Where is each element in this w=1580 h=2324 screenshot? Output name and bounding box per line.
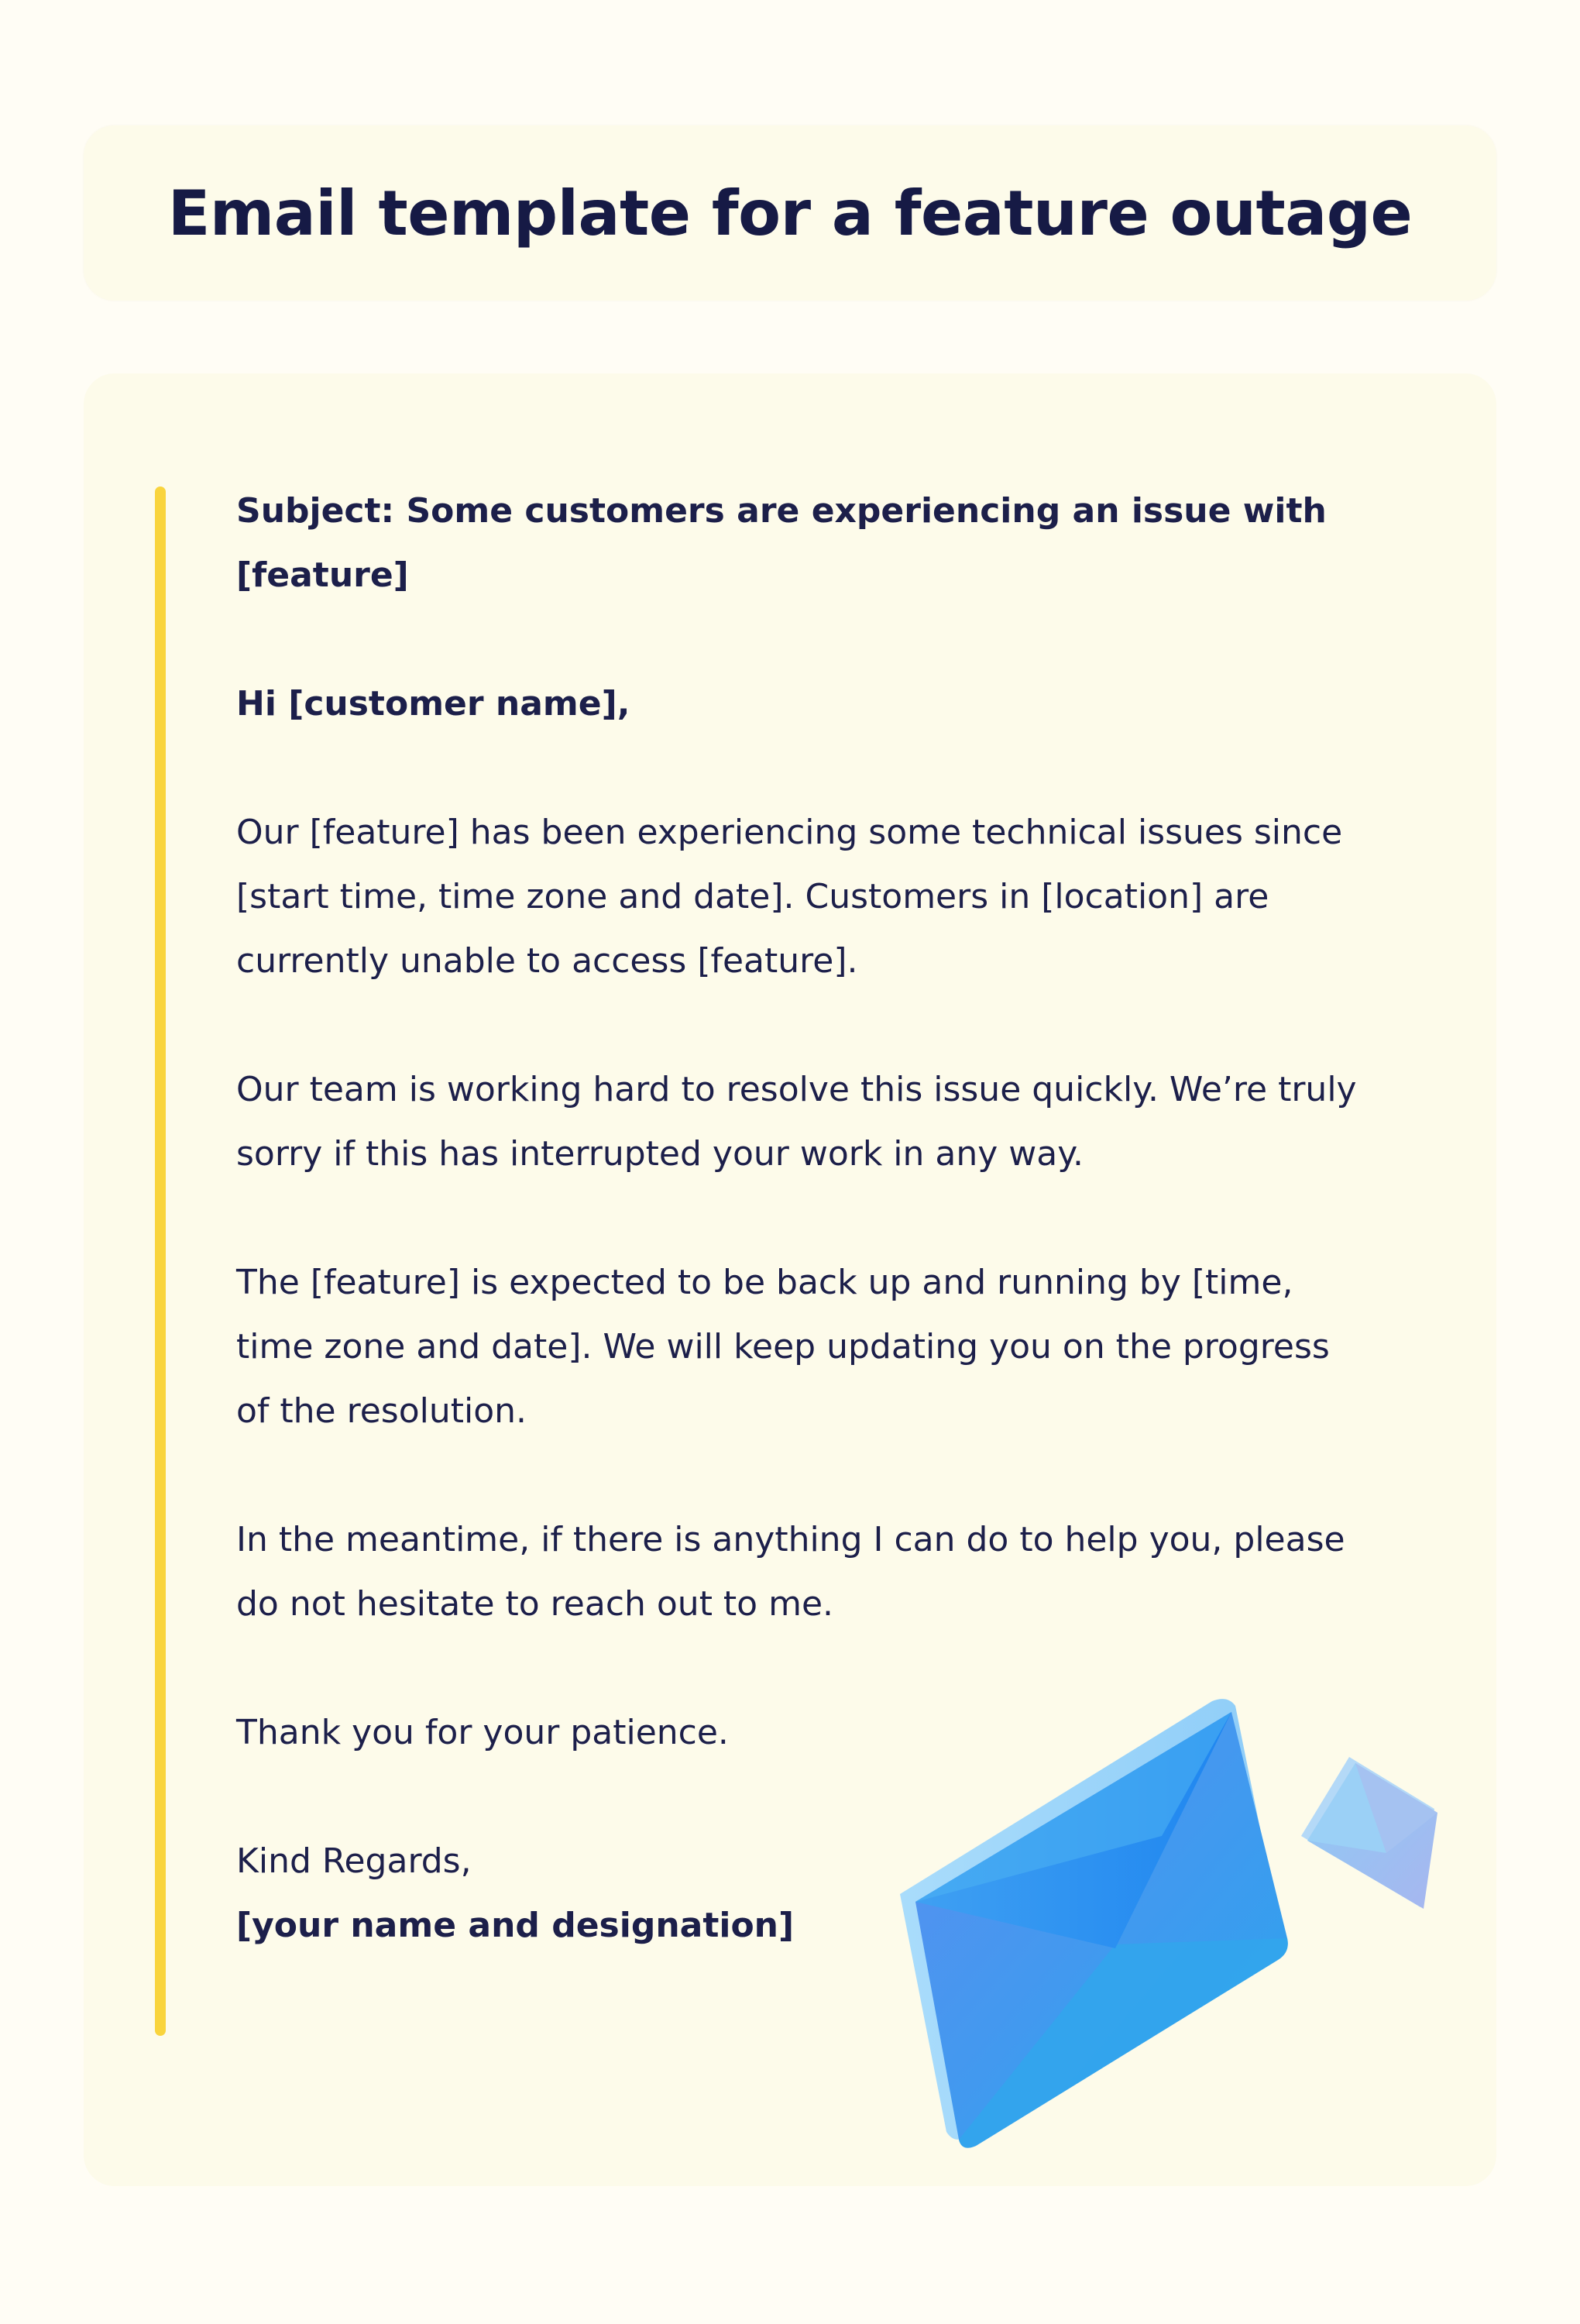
email-greeting: Hi [customer name], xyxy=(236,684,630,724)
envelope-large-icon xyxy=(900,1699,1288,2148)
email-paragraph-4: In the meantime, if there is anything I can do to help you, please do not hesitate to reach out to me. xyxy=(236,1520,1345,1624)
email-subject: Subject: Some customers are experiencing an issue with [feature] xyxy=(236,491,1327,595)
email-paragraph-3: The [feature] is expected to be back up and running by [time, time zone and date]. We will keep updating you on the progress of the resolution. xyxy=(236,1263,1330,1431)
email-paragraph-2: Our team is working hard to resolve this issue quickly. We’re truly sorry if this has interrupted your work in any way. xyxy=(236,1070,1357,1174)
email-sign-off: Kind Regards, xyxy=(236,1841,472,1881)
email-paragraph-5: Thank you for your patience. xyxy=(236,1713,729,1752)
accent-bar xyxy=(155,486,166,2036)
envelope-small-icon xyxy=(1301,1757,1437,1909)
title-card xyxy=(84,125,1496,301)
envelopes-illustration xyxy=(883,1689,1456,2154)
email-signature: [your name and designation] xyxy=(236,1906,795,1945)
page-title: Email template for a feature outage xyxy=(167,177,1413,249)
email-paragraph-1: Our [feature] has been experiencing some technical issues since [start time, time zone and date]. Customers in [location] are currently unable to access [feature]. xyxy=(236,813,1343,981)
